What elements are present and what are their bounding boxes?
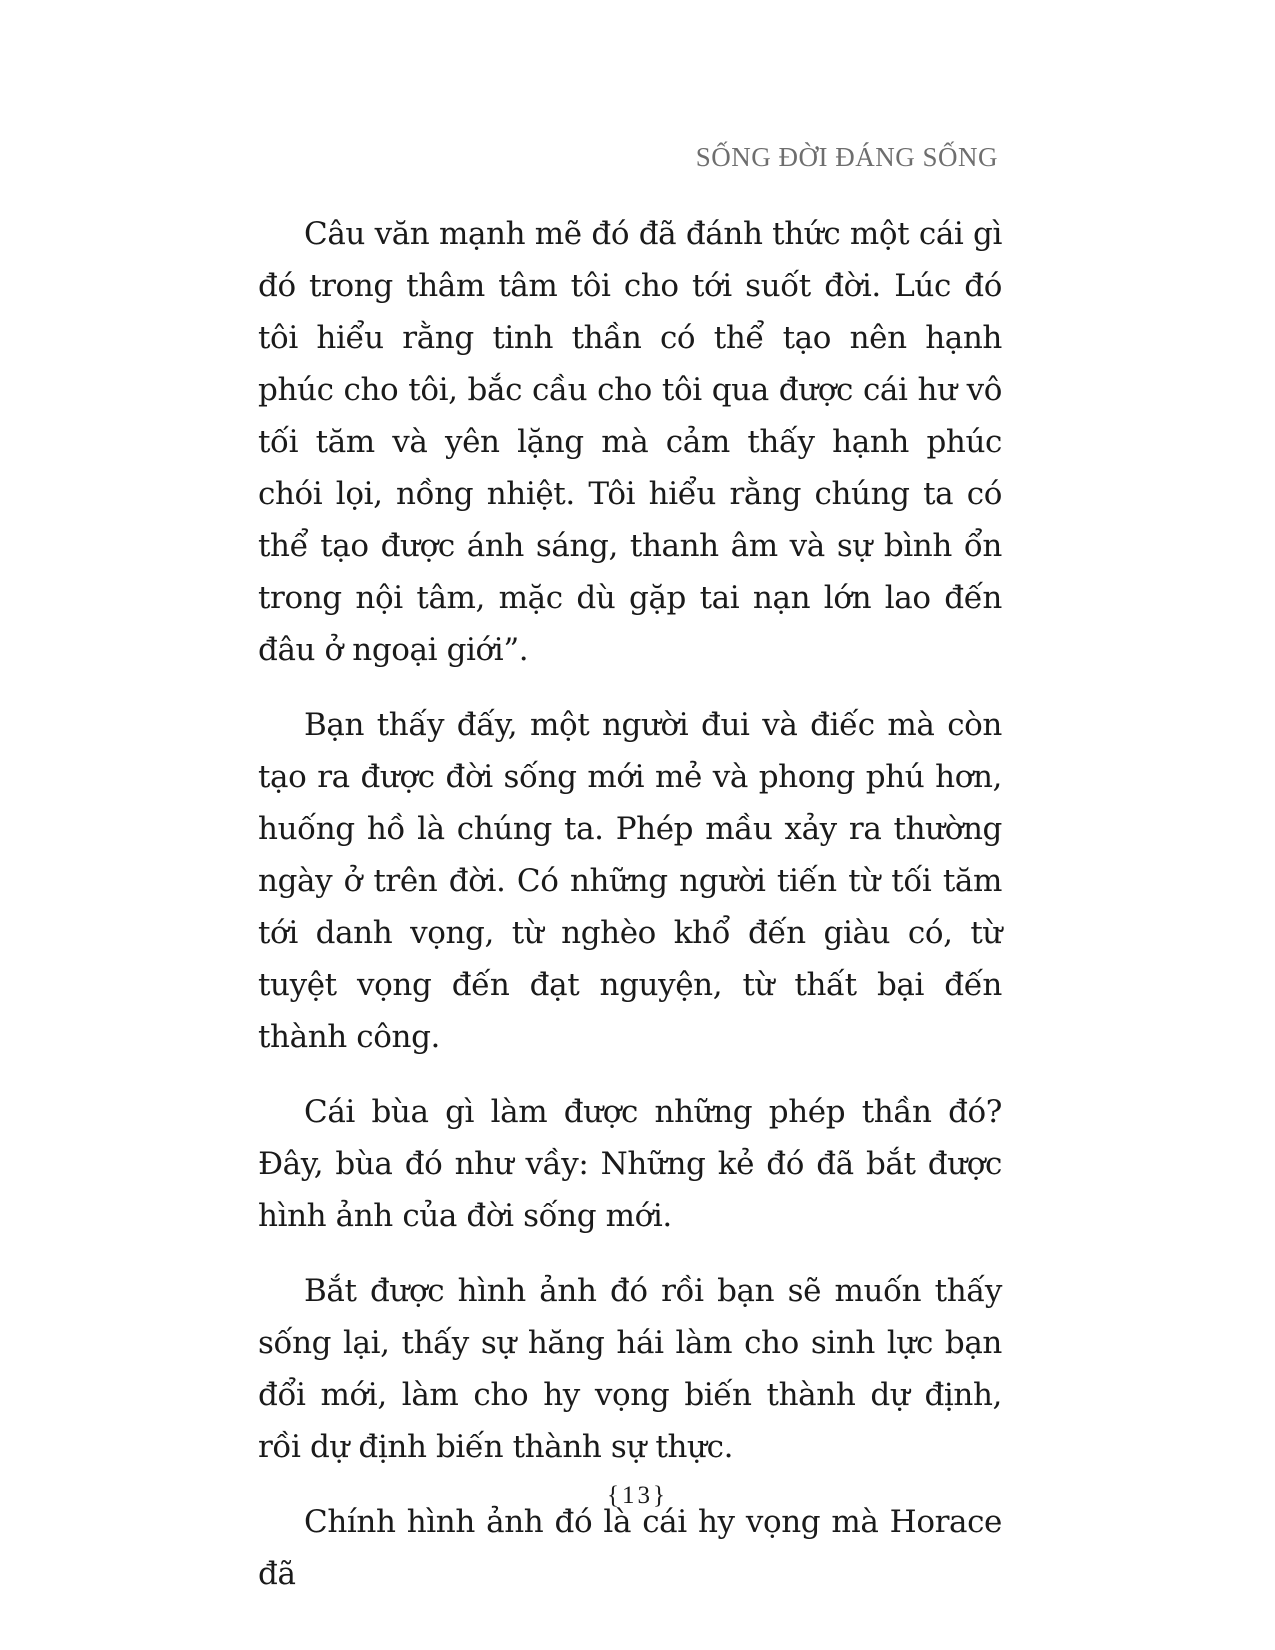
paragraph-5: Chính hình ảnh đó là cái hy vọng mà Horace đã: [258, 1504, 1002, 1592]
running-header-title: SỐNG ĐỜI ĐÁNG SỐNG: [695, 142, 998, 172]
body-text: [258, 208, 1002, 1623]
page-number: {13}: [607, 1482, 668, 1509]
paragraph-3: Cái bùa gì làm được những phép thần đó? Đây, bùa đó như vầy: Những kẻ đó đã bắt được hình ảnh của đời sống mới.: [258, 1094, 1002, 1234]
paragraph-1: Câu văn mạnh mẽ đó đã đánh thức một cái gì đó trong thâm tâm tôi cho tới suốt đời. Lúc đó tôi hiểu rằng tinh thần có thể tạo nên hạnh phúc cho tôi, bắc cầu cho tôi qua được cái hư vô tối tăm và yên lặng mà cảm thấy hạnh phúc chói lọi, nồng nhiệt. Tôi hiểu rằng chúng ta có thể tạo được ánh sáng, thanh âm và sự bình ổn trong nội tâm, mặc dù gặp tai nạn lớn lao đến đâu ở ngoại giới”.: [258, 216, 1002, 668]
paragraph-4: Bắt được hình ảnh đó rồi bạn sẽ muốn thấy sống lại, thấy sự hăng hái làm cho sinh lực bạn đổi mới, làm cho hy vọng biến thành dự định, rồi dự định biến thành sự thực.: [258, 1273, 1002, 1465]
paragraph-2: Bạn thấy đấy, một người đui và điếc mà còn tạo ra được đời sống mới mẻ và phong phú hơn, huống hồ là chúng ta. Phép mầu xảy ra thường ngày ở trên đời. Có những người tiến từ tối tăm tới danh vọng, từ nghèo khổ đến giàu có, từ tuyệt vọng đến đạt nguyện, từ thất bại đến thành công.: [258, 707, 1002, 1055]
